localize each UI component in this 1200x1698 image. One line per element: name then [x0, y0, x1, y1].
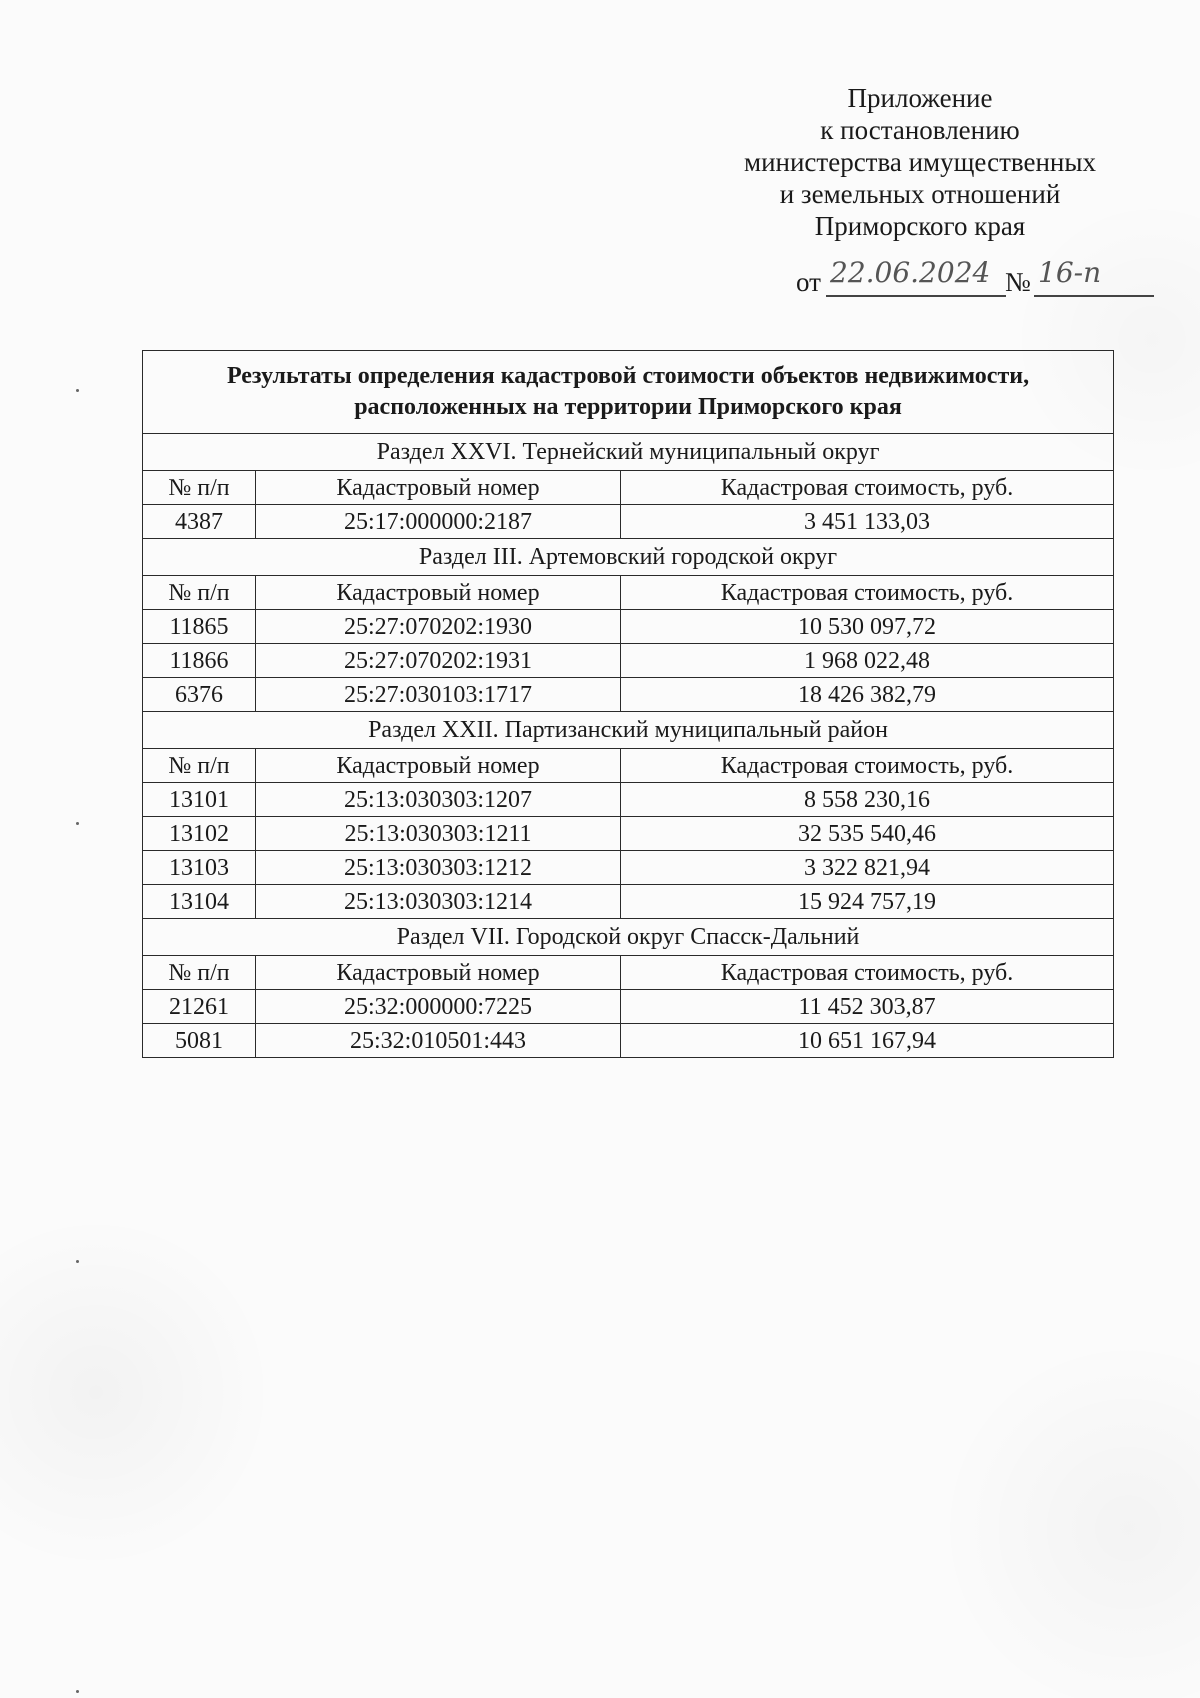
table-row — [143, 817, 1114, 851]
column-header: № п/п — [143, 576, 256, 610]
table-title-line: расположенных на территории Приморского края — [354, 394, 902, 420]
row-number: 13101 — [143, 783, 256, 817]
section-row — [143, 919, 1114, 956]
row-number: 5081 — [143, 1024, 256, 1058]
cadastral-number: 25:27:070202:1930 — [256, 610, 621, 644]
column-header-row — [143, 749, 1114, 783]
row-number: 11866 — [143, 644, 256, 678]
column-header: № п/п — [143, 749, 256, 783]
scan-speck — [76, 822, 79, 825]
date-prefix: от — [796, 267, 821, 297]
column-header-row — [143, 471, 1114, 505]
approval-line: к постановлению — [820, 115, 1020, 145]
section-row — [143, 434, 1114, 471]
column-header-row — [143, 956, 1114, 990]
table-row — [143, 851, 1114, 885]
row-number: 11865 — [143, 610, 256, 644]
approval-line: Приложение — [847, 83, 993, 113]
cadastral-value: 10 530 097,72 — [621, 610, 1114, 644]
table-title-row — [143, 351, 1114, 434]
cadastral-number: 25:17:000000:2187 — [256, 505, 621, 539]
section-row — [143, 539, 1114, 576]
row-number: 21261 — [143, 990, 256, 1024]
approval-line: Приморского края — [814, 211, 1026, 241]
cadastral-value: 32 535 540,46 — [621, 817, 1114, 851]
section-title: Раздел III. Артемовский городской округ — [143, 539, 1114, 576]
table-title — [143, 351, 1114, 434]
section-row — [143, 712, 1114, 749]
section-title: Раздел XXII. Партизанский муниципальный район — [143, 712, 1114, 749]
approval-line: и земельных отношений — [779, 179, 1061, 209]
column-header: № п/п — [143, 471, 256, 505]
table-row — [143, 1024, 1114, 1058]
cadastral-value: 18 426 382,79 — [621, 678, 1114, 712]
scan-speck — [76, 1690, 79, 1693]
table-row — [143, 783, 1114, 817]
cadastral-value-table — [142, 350, 1114, 1058]
cadastral-value: 10 651 167,94 — [621, 1024, 1114, 1058]
column-header: Кадастровый номер — [256, 956, 621, 990]
cadastral-number: 25:27:030103:1717 — [256, 678, 621, 712]
section-title: Раздел XXVI. Тернейский муниципальный округ — [143, 434, 1114, 471]
scan-speck — [76, 389, 79, 392]
scan-speck — [76, 1260, 79, 1263]
row-number: 6376 — [143, 678, 256, 712]
cadastral-number: 25:13:030303:1211 — [256, 817, 621, 851]
cadastral-number: 25:13:030303:1207 — [256, 783, 621, 817]
table-row — [143, 505, 1114, 539]
cadastral-number: 25:27:070202:1931 — [256, 644, 621, 678]
number-field — [1034, 256, 1154, 297]
table-row — [143, 990, 1114, 1024]
section-title: Раздел VII. Городской округ Спасск-Дальний — [143, 919, 1114, 956]
handwritten-number: 16-п — [1038, 256, 1102, 289]
table-title-line: Результаты определения кадастровой стоимости объектов недвижимости, — [226, 363, 1030, 389]
cadastral-number: 25:13:030303:1214 — [256, 885, 621, 919]
column-header-row — [143, 576, 1114, 610]
column-header: Кадастровая стоимость, руб. — [621, 576, 1114, 610]
cadastral-value: 8 558 230,16 — [621, 783, 1114, 817]
column-header: Кадастровая стоимость, руб. — [621, 956, 1114, 990]
cadastral-number: 25:32:010501:443 — [256, 1024, 621, 1058]
decree-reference — [796, 256, 1176, 302]
table-row — [143, 610, 1114, 644]
cadastral-value: 11 452 303,87 — [621, 990, 1114, 1024]
row-number: 4387 — [143, 505, 256, 539]
column-header: Кадастровый номер — [256, 576, 621, 610]
column-header: Кадастровая стоимость, руб. — [621, 749, 1114, 783]
column-header: Кадастровый номер — [256, 471, 621, 505]
cadastral-value: 3 451 133,03 — [621, 505, 1114, 539]
column-header: Кадастровая стоимость, руб. — [621, 471, 1114, 505]
cadastral-value: 15 924 757,19 — [621, 885, 1114, 919]
column-header: Кадастровый номер — [256, 749, 621, 783]
table-row — [143, 885, 1114, 919]
cadastral-value: 3 322 821,94 — [621, 851, 1114, 885]
date-field — [826, 256, 1006, 297]
cadastral-value: 1 968 022,48 — [621, 644, 1114, 678]
handwritten-date: 22.06.2024 — [830, 256, 991, 289]
approval-line: министерства имущественных — [744, 147, 1096, 177]
cadastral-number: 25:13:030303:1212 — [256, 851, 621, 885]
table-row — [143, 644, 1114, 678]
row-number: 13104 — [143, 885, 256, 919]
column-header: № п/п — [143, 956, 256, 990]
approval-header — [700, 82, 1140, 242]
row-number: 13103 — [143, 851, 256, 885]
number-label: № — [1005, 267, 1031, 297]
table-row — [143, 678, 1114, 712]
row-number: 13102 — [143, 817, 256, 851]
cadastral-number: 25:32:000000:7225 — [256, 990, 621, 1024]
